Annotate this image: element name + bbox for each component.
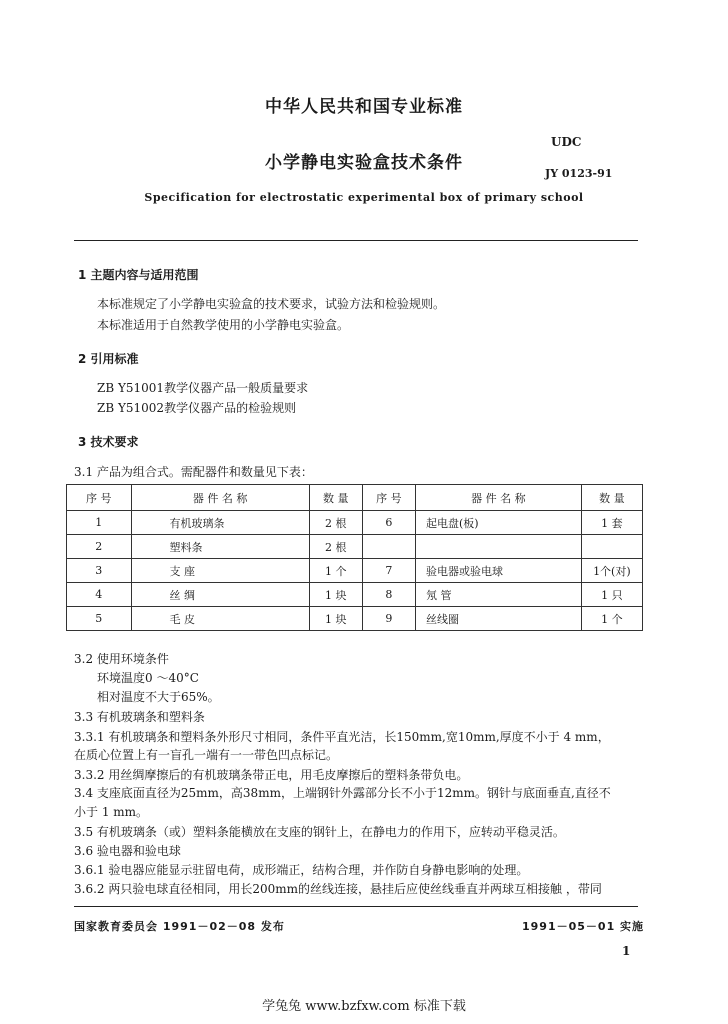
clause-3-3-1-line-1: 3.3.1 有机玻璃条和塑料条外形尺寸相同，条件平直光洁，长150mm,宽10mm,厚度不小于 4 mm， — [74, 730, 610, 744]
table-cell: 1 — [67, 511, 132, 535]
header-cell: 数 量 — [309, 485, 362, 511]
clause-3-3-2: 3.3.2 用丝绸摩擦后的有机玻璃条带正电，用毛皮摩擦后的塑料条带负电。 — [74, 768, 469, 782]
table-cell: 1 块 — [309, 583, 362, 607]
footer-rule — [74, 906, 638, 907]
table-cell: 有机玻璃条 — [131, 511, 309, 535]
table-cell: 1 个 — [581, 607, 642, 631]
table-header-row — [67, 485, 643, 511]
clause-3-6-1: 3.6.1 验电器应能显示驻留电荷，成形端正，结构合理，并作防自身静电影响的处理。 — [74, 863, 529, 877]
table-cell: 验电器或验电球 — [415, 559, 581, 583]
watermark-text: 学兔兔 www.bzfxw.com 标准下载 — [262, 999, 466, 1014]
clause-3-3-1-line-2: 在质心位置上有一盲孔一端有一一带色凹点标记。 — [74, 748, 339, 762]
clause-3-2-humidity: 相对温度不大于65%。 — [97, 690, 220, 704]
table-cell: 9 — [362, 607, 415, 631]
section-3-heading: 3 技术要求 — [78, 435, 139, 449]
header-cell: 序 号 — [67, 485, 132, 511]
standard-type: 中华人民共和国专业标准 — [265, 97, 463, 117]
table-cell — [415, 535, 581, 559]
table-cell: 2 根 — [309, 511, 362, 535]
table-cell: 1 块 — [309, 607, 362, 631]
table-cell — [362, 535, 415, 559]
clause-3-2-temperature: 环境温度0 ～40°C — [97, 671, 199, 685]
clause-3-4-line-2: 小于 1 mm。 — [74, 805, 149, 819]
table-cell: 2 根 — [309, 535, 362, 559]
table-cell: 4 — [67, 583, 132, 607]
header-cell: 器 件 名 称 — [415, 485, 581, 511]
table-cell: 8 — [362, 583, 415, 607]
english-title: Specification for electrostatic experimental box of primary school — [144, 191, 584, 204]
header-cell: 序 号 — [362, 485, 415, 511]
effective-date: 1991－05－01 实施 — [522, 920, 645, 933]
table-cell — [581, 535, 642, 559]
clause-3-6: 3.6 验电器和验电球 — [74, 844, 181, 858]
clause-3-1: 3.1 产品为组合式。需配器件和数量见下表： — [74, 465, 313, 479]
clause-3-3: 3.3 有机玻璃条和塑料条 — [74, 710, 205, 724]
page-number: 1 — [622, 944, 631, 958]
section-1-paragraph-2: 本标准适用于自然教学使用的小学静电实验盒。 — [97, 318, 350, 332]
table-cell: 1个(对) — [581, 559, 642, 583]
table-row — [67, 607, 643, 631]
table-cell: 起电盘(板) — [415, 511, 581, 535]
table-cell: 丝线圈 — [415, 607, 581, 631]
section-1-heading: 1 主题内容与适用范围 — [78, 268, 199, 282]
table-row — [67, 511, 643, 535]
table-row — [67, 583, 643, 607]
clause-3-2: 3.2 使用环境条件 — [74, 652, 169, 666]
table-cell: 塑料条 — [131, 535, 309, 559]
section-1-paragraph-1: 本标准规定了小学静电实验盒的技术要求，试验方法和检验规则。 — [97, 297, 446, 311]
udc-label: UDC — [551, 135, 582, 149]
table-cell: 支 座 — [131, 559, 309, 583]
reference-1: ZB Y51001教学仪器产品一般质量要求 — [97, 381, 309, 395]
components-table — [66, 484, 643, 631]
reference-2: ZB Y51002教学仪器产品的检验规则 — [97, 401, 297, 415]
table-cell: 毛 皮 — [131, 607, 309, 631]
clause-3-4-line-1: 3.4 支座底面直径为25mm，高38mm，上端钢针外露部分长不小于12mm。钢针与底面垂直,直径不 — [74, 786, 611, 800]
section-2-heading: 2 引用标准 — [78, 352, 139, 366]
header-cell: 数 量 — [581, 485, 642, 511]
table-cell: 3 — [67, 559, 132, 583]
header-rule — [74, 240, 638, 241]
header-cell: 器 件 名 称 — [131, 485, 309, 511]
table-cell: 氖 管 — [415, 583, 581, 607]
table-cell: 1 只 — [581, 583, 642, 607]
document-title: 小学静电实验盒技术条件 — [265, 153, 463, 173]
issuer-date: 国家教育委员会 1991－02－08 发布 — [74, 920, 285, 933]
table-cell: 7 — [362, 559, 415, 583]
table-cell: 1 个 — [309, 559, 362, 583]
table-row — [67, 559, 643, 583]
table-cell: 6 — [362, 511, 415, 535]
table-cell: 5 — [67, 607, 132, 631]
standard-code: JY 0123-91 — [545, 167, 613, 180]
table-cell: 1 套 — [581, 511, 642, 535]
table-row — [67, 535, 643, 559]
clause-3-6-2: 3.6.2 两只验电球直径相同，用长200mm的丝线连接，悬挂后应使丝线垂直并两球互相接触 ，带同 — [74, 882, 602, 896]
table-cell: 2 — [67, 535, 132, 559]
clause-3-5: 3.5 有机玻璃条（或）塑料条能横放在支座的钢针上，在静电力的作用下，应转动平稳灵活。 — [74, 825, 565, 839]
table-cell: 丝 绸 — [131, 583, 309, 607]
